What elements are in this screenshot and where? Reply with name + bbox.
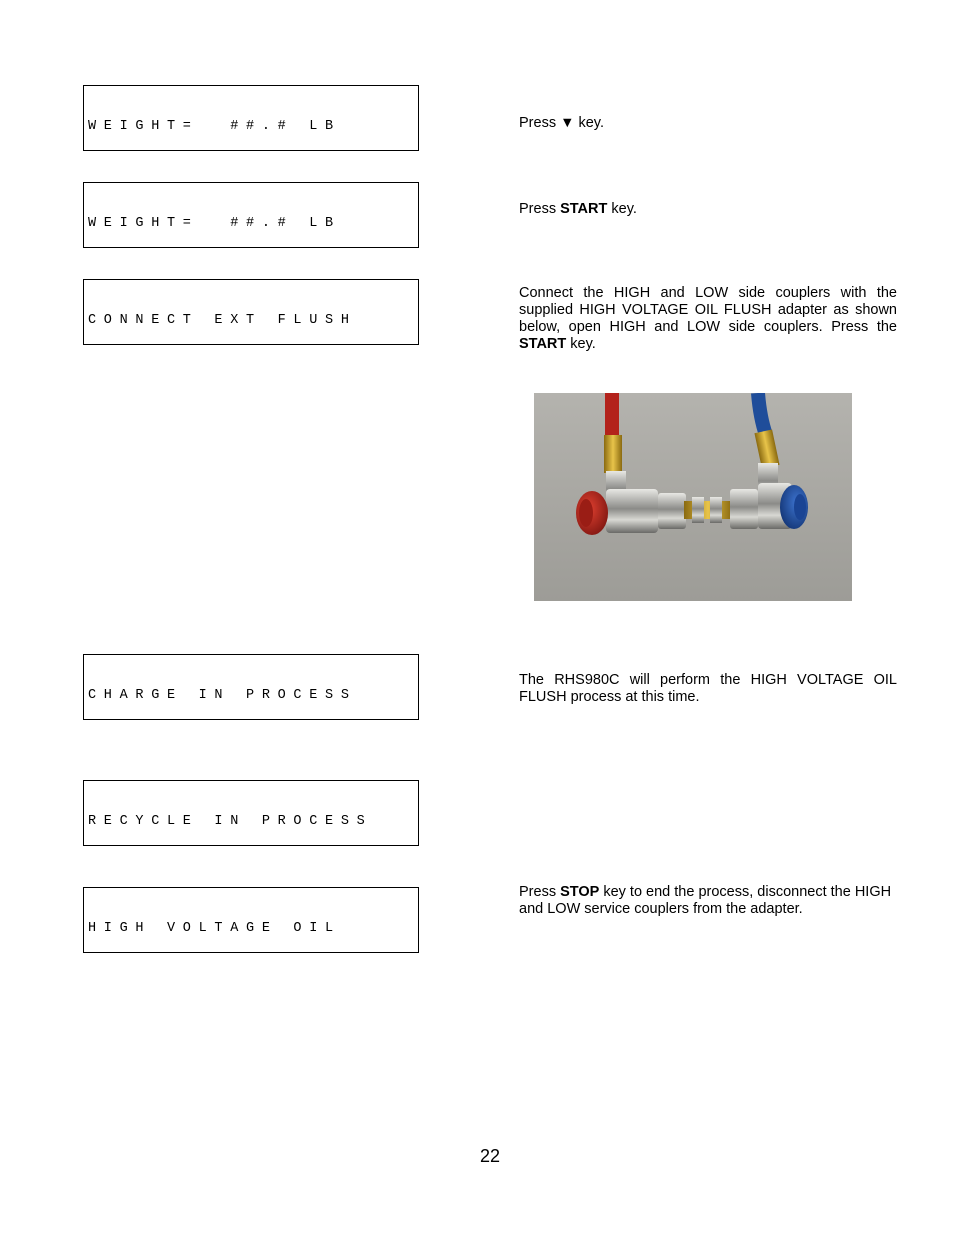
instruction-text: Press (519, 884, 561, 900)
lcd-line: HIGH VOLTAGE OIL (88, 921, 341, 937)
instruction-text: Press (519, 201, 561, 217)
instruction-text: key. (607, 201, 637, 217)
instruction-press-down (519, 115, 897, 132)
instruction-text: key. (566, 336, 596, 352)
lcd-screen-charge-in-process (83, 654, 419, 720)
instruction-text: Press ▼ key. (519, 115, 604, 131)
adapter-center (684, 501, 732, 519)
adapter-photo (534, 393, 852, 601)
adapter-nut-left (692, 497, 704, 523)
blue-hose (758, 393, 766, 435)
lcd-screen-connect-adapter (83, 279, 419, 345)
instruction-connect-couplers (519, 285, 897, 353)
lcd-screen-recycle-in-process (83, 780, 419, 846)
instruction-text: key to end the process, disconnect the HIGH and LOW service couplers from the adapter. (519, 884, 892, 917)
lcd-screen-hv-oil-flush (83, 182, 419, 248)
red-knob-cap (579, 499, 593, 527)
red-coupler (606, 489, 658, 533)
lcd-line: CONNECT EXT FLUSH (88, 313, 357, 329)
lcd-line: RECYCLE IN PROCESS (88, 814, 373, 830)
blue-knob-cap (794, 494, 806, 520)
lcd-screen-tech-alert (83, 85, 419, 151)
red-side-fitting (604, 435, 622, 473)
key-name: START (560, 201, 608, 217)
lcd-screen-flush-complete (83, 887, 419, 953)
key-name: START (519, 336, 567, 352)
page-number: 22 (479, 1146, 501, 1166)
lcd-line: CHARGE IN PROCESS (88, 688, 357, 704)
instruction-text: Connect the HIGH and LOW side couplers with the supplied HIGH VOLTAGE OIL FLUSH adapter as shown below, open HIGH and LOW side couplers. Press the (519, 285, 897, 335)
red-coupler-sleeve (658, 493, 686, 529)
adapter-nut-right (710, 497, 722, 523)
lcd-line: WEIGHT= ##.# LB (88, 216, 341, 232)
instruction-flush-process (519, 672, 897, 706)
key-name: STOP (560, 884, 600, 900)
instruction-press-stop (519, 884, 897, 918)
blue-coupler-sleeve (730, 489, 758, 529)
instruction-press-start (519, 201, 897, 218)
lcd-line: WEIGHT= ##.# LB (88, 119, 341, 135)
instruction-text: The RHS980C will perform the HIGH VOLTAGE OIL FLUSH process at this time. (519, 672, 897, 705)
